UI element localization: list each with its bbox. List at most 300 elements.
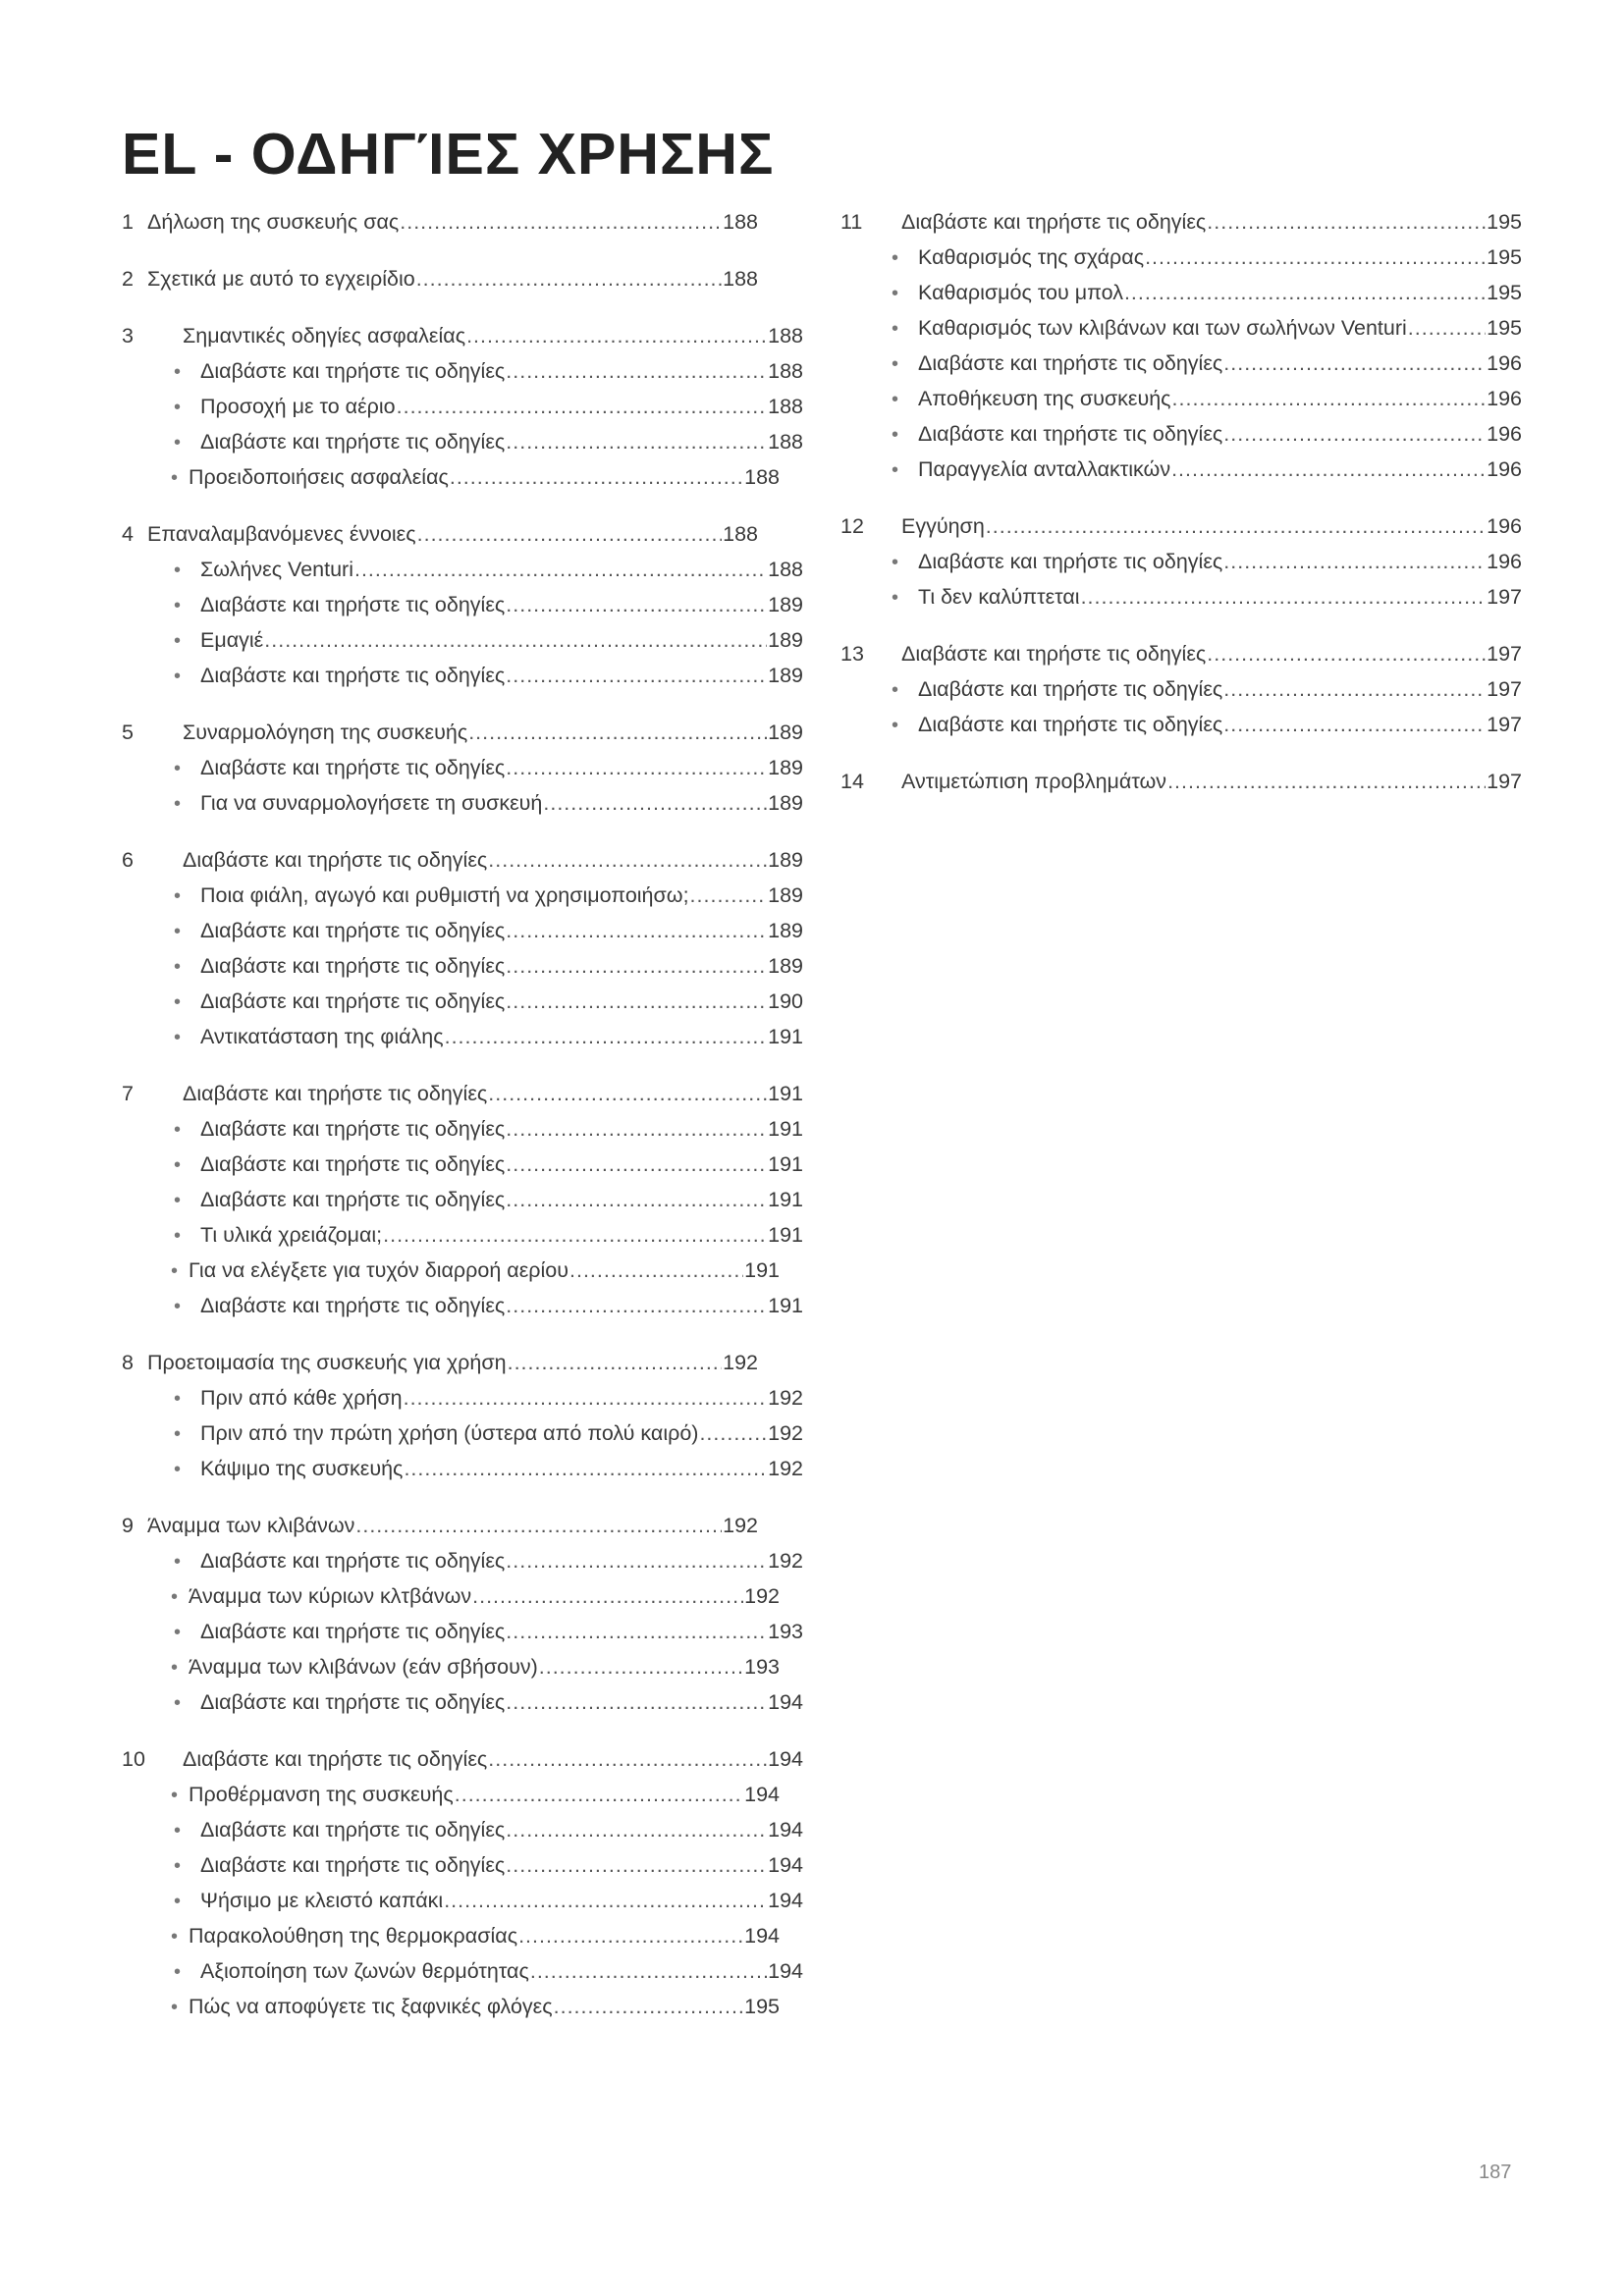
section-number: 11 [840,210,863,234]
bullet-icon: • [892,715,899,736]
dot-leader [264,622,767,658]
dot-leader [383,1217,767,1253]
dot-leader [699,1415,767,1451]
subentry-label: Τι υλικά χρειάζομαι; [200,1223,383,1247]
section-page: 197 [1487,642,1522,666]
dot-leader [472,1578,743,1614]
toc-section [122,261,803,296]
subentry-page: 189 [768,628,803,652]
section-label: Διαβάστε και τηρήστε τις οδηγίες [901,642,1207,666]
toc-section-entry[interactable] [122,1076,803,1111]
bullet-icon: • [174,1296,182,1317]
subentry-label: Σωλήνες Venturi [200,558,353,581]
toc-column-left [122,204,803,2046]
subentry-label: Προειδοποιήσεις ασφαλείας [189,465,449,489]
bullet-icon: • [174,361,182,383]
subentry-label: Πώς να αποφύγετε τις ξαφνικές φλόγες [189,1995,553,2018]
section-number: 7 [122,1082,134,1105]
subentry-label: Καθαρισμός του μπολ [918,281,1123,304]
subentry-label: Διαβάστε και τηρήστε τις οδηγίες [200,430,506,454]
dot-leader [400,204,722,240]
bullet-icon: • [174,1154,182,1176]
section-label: Επαναλαμβανόμενες έννοιες [147,522,416,546]
subentry-page: 192 [768,1457,803,1480]
toc-subentry[interactable] [122,1649,780,1684]
section-label: Αντιμετώπιση προβλημάτων [901,770,1167,793]
dot-leader [506,1147,767,1182]
toc-subentry[interactable] [122,1918,780,1953]
dot-leader [506,984,767,1019]
dot-leader [488,842,767,878]
dot-leader [506,1543,767,1578]
toc-subentry[interactable] [840,544,1522,579]
subentry-page: 189 [768,954,803,978]
section-number: 6 [122,848,134,872]
subentry-label: Διαβάστε και τηρήστε τις οδηγίες [200,1549,506,1573]
toc-section-entry[interactable] [122,1741,803,1777]
dot-leader [445,1019,768,1054]
toc-section [122,516,803,693]
subentry-page: 190 [768,989,803,1013]
toc-section [122,1076,803,1323]
subentry-page: 191 [744,1258,780,1282]
subentry-page: 197 [1487,585,1522,609]
dot-leader [1167,764,1486,799]
bullet-icon: • [171,1997,179,2018]
toc-subentry[interactable] [122,878,803,913]
bullet-icon: • [174,595,182,616]
toc-column-right [840,204,1522,821]
subentry-page: 192 [768,1421,803,1445]
section-page: 194 [768,1747,803,1771]
section-label: Εγγύηση [901,514,985,538]
toc-subentry[interactable] [122,1147,803,1182]
section-number: 8 [122,1351,134,1374]
bullet-icon: • [892,283,899,304]
subentry-page: 191 [768,1223,803,1247]
bullet-icon: • [174,1423,182,1445]
bullet-icon: • [174,432,182,454]
bullet-icon: • [892,389,899,410]
toc-subentry[interactable] [122,1019,803,1054]
subentry-label: Άναμμα των κύριων κλτβάνων [189,1584,472,1608]
toc-subentry[interactable] [122,353,803,389]
subentry-label: Διαβάστε και τηρήστε τις οδηγίες [200,1152,506,1176]
subentry-page: 193 [744,1655,780,1679]
toc-subentry[interactable] [122,1415,803,1451]
subentry-label: Διαβάστε και τηρήστε τις οδηγίες [200,919,506,942]
toc-section-entry[interactable] [122,261,758,296]
bullet-icon: • [174,793,182,815]
subentry-page: 192 [744,1584,780,1608]
dot-leader [444,1883,767,1918]
subentry-label: Προσοχή με το αέριο [200,395,396,418]
dot-leader [986,508,1486,544]
subentry-page: 192 [768,1549,803,1573]
subentry-label: Πριν από κάθε χρήση [200,1386,403,1410]
dot-leader [1207,636,1486,671]
subentry-page: 197 [1487,677,1522,701]
subentry-label: Διαβάστε και τηρήστε τις οδηγίες [200,593,506,616]
section-number: 3 [122,324,134,347]
subentry-label: Διαβάστε και τηρήστε τις οδηγίες [200,664,506,687]
section-number: 5 [122,721,134,744]
toc-subentry[interactable] [122,1380,803,1415]
subentry-label: Τι δεν καλύπτεται [918,585,1080,609]
toc-subentry[interactable] [122,1217,803,1253]
toc-subentry[interactable] [122,1777,780,1812]
section-label: Άναμμα των κλιβάνων [147,1514,355,1537]
toc-subentry[interactable] [122,785,803,821]
toc-subentry[interactable] [122,622,803,658]
section-page: 188 [723,522,758,546]
dot-leader [539,1649,743,1684]
subentry-label: Αντικατάσταση της φιάλης [200,1025,444,1048]
bullet-icon: • [174,1855,182,1877]
dot-leader [468,715,767,750]
bullet-icon: • [892,318,899,340]
toc-subentry[interactable] [122,389,803,424]
toc-subentry[interactable] [840,275,1522,310]
subentry-label: Διαβάστε και τηρήστε τις οδηγίες [918,351,1223,375]
section-number: 4 [122,522,134,546]
toc-section [122,204,803,240]
toc-section-entry[interactable] [122,516,758,552]
bullet-icon: • [892,552,899,573]
dot-leader [397,389,768,424]
bullet-icon: • [892,424,899,446]
subentry-label: Διαβάστε και τηρήστε τις οδηγίες [200,954,506,978]
toc-subentry[interactable] [122,587,803,622]
subentry-label: Διαβάστε και τηρήστε τις οδηγίες [200,756,506,779]
bullet-icon: • [174,1225,182,1247]
toc-subentry[interactable] [122,1182,803,1217]
subentry-label: Καθαρισμός των κλιβάνων και των σωλήνων Venturi [918,316,1407,340]
toc-section [840,636,1522,742]
section-page: 188 [723,267,758,291]
subentry-label: Διαβάστε και τηρήστε τις οδηγίες [200,1188,506,1211]
dot-leader [690,878,768,913]
subentry-label: Διαβάστε και τηρήστε τις οδηγίες [918,550,1223,573]
bullet-icon: • [174,1961,182,1983]
bullet-icon: • [174,1119,182,1141]
subentry-page: 194 [768,1853,803,1877]
subentry-page: 196 [1487,422,1522,446]
dot-leader [404,1451,767,1486]
dot-leader [1408,310,1486,346]
section-page: 189 [768,721,803,744]
dot-leader [417,516,722,552]
bullet-icon: • [171,1586,179,1608]
subentry-page: 188 [768,359,803,383]
dot-leader [506,1812,767,1847]
subentry-page: 197 [1487,713,1522,736]
subentry-label: Για να συναρμολογήσετε τη συσκευή [200,791,543,815]
bullet-icon: • [174,921,182,942]
section-number: 2 [122,267,134,291]
subentry-page: 194 [768,1690,803,1714]
section-number: 9 [122,1514,134,1537]
bullet-icon: • [171,1926,179,1948]
section-label: Διαβάστε και τηρήστε τις οδηγίες [183,1747,488,1771]
toc-subentry[interactable] [840,416,1522,452]
bullet-icon: • [174,885,182,907]
subentry-page: 191 [768,1152,803,1176]
section-number: 13 [840,642,864,666]
toc-subentry[interactable] [122,750,803,785]
toc-subentry[interactable] [840,310,1522,346]
toc-subentry[interactable] [122,552,803,587]
toc-subentry[interactable] [122,1543,803,1578]
subentry-page: 196 [1487,387,1522,410]
dot-leader [506,658,767,693]
subentry-label: Ψήσιμο με κλειστό καπάκι [200,1889,444,1912]
subentry-label: Άναμμα των κλιβάνων (εάν σβήσουν) [189,1655,538,1679]
subentry-page: 194 [768,1889,803,1912]
section-page: 192 [723,1514,758,1537]
toc-subentry[interactable] [122,459,780,495]
dot-leader [416,261,722,296]
toc-section [122,318,803,495]
dot-leader [1223,346,1486,381]
dot-leader [506,1614,767,1649]
toc-section [840,764,1522,799]
bullet-icon: • [174,1820,182,1842]
toc-section [840,508,1522,614]
dot-leader [506,1182,767,1217]
subentry-page: 194 [768,1818,803,1842]
subentry-page: 189 [768,593,803,616]
dot-leader [506,353,767,389]
bullet-icon: • [174,758,182,779]
subentry-label: Προθέρμανση της συσκευής [189,1783,454,1806]
subentry-page: 194 [744,1924,780,1948]
dot-leader [450,459,743,495]
toc-section-entry[interactable] [122,715,803,750]
dot-leader [508,1345,723,1380]
section-number: 10 [122,1747,145,1771]
subentry-page: 195 [1487,316,1522,340]
subentry-label: Διαβάστε και τηρήστε τις οδηγίες [918,422,1223,446]
toc-section [122,1741,803,2024]
toc-section-entry[interactable] [122,204,758,240]
subentry-page: 196 [1487,457,1522,481]
toc-subentry[interactable] [122,1578,780,1614]
section-page: 189 [768,848,803,872]
section-page: 188 [723,210,758,234]
dot-leader [518,1918,743,1953]
toc-section-entry[interactable] [840,204,1522,240]
toc-section [840,204,1522,487]
bullet-icon: • [174,560,182,581]
subentry-page: 188 [768,558,803,581]
bullet-icon: • [174,666,182,687]
toc-subentry[interactable] [122,1989,780,2024]
toc-subentry[interactable] [122,424,803,459]
toc-subentry[interactable] [122,913,803,948]
bullet-icon: • [892,587,899,609]
toc-section [122,715,803,821]
dot-leader [1171,452,1486,487]
section-label: Σημαντικές οδηγίες ασφαλείας [183,324,466,347]
dot-leader [506,1288,767,1323]
bullet-icon: • [174,1388,182,1410]
toc-subentry[interactable] [122,1288,803,1323]
toc-subentry[interactable] [840,707,1522,742]
toc-section-entry[interactable] [122,1508,758,1543]
subentry-page: 196 [1487,550,1522,573]
subentry-label: Διαβάστε και τηρήστε τις οδηγίες [200,1117,506,1141]
dot-leader [354,552,767,587]
section-label: Διαβάστε και τηρήστε τις οδηγίες [901,210,1207,234]
dot-leader [569,1253,743,1288]
toc-subentry[interactable] [122,1812,803,1847]
bullet-icon: • [174,397,182,418]
subentry-page: 188 [768,430,803,454]
toc-subentry[interactable] [840,346,1522,381]
subentry-label: Διαβάστε και τηρήστε τις οδηγίες [200,989,506,1013]
dot-leader [506,750,767,785]
dot-leader [488,1076,767,1111]
subentry-label: Παραγγελία ανταλλακτικών [918,457,1171,481]
toc-subentry[interactable] [122,1614,803,1649]
dot-leader [1172,381,1487,416]
bullet-icon: • [892,247,899,269]
dot-leader [506,1684,767,1720]
section-number: 1 [122,210,134,234]
toc-subentry[interactable] [122,1451,803,1486]
bullet-icon: • [174,1459,182,1480]
dot-leader [1223,671,1486,707]
toc-subentry[interactable] [122,658,803,693]
subentry-page: 191 [768,1294,803,1317]
subentry-page: 189 [768,883,803,907]
bullet-icon: • [892,679,899,701]
toc-subentry[interactable] [840,579,1522,614]
section-label: Διαβάστε και τηρήστε τις οδηγίες [183,848,488,872]
bullet-icon: • [171,467,179,489]
subentry-page: 189 [768,791,803,815]
section-page: 196 [1487,514,1522,538]
dot-leader [355,1508,722,1543]
subentry-label: Διαβάστε και τηρήστε τις οδηγίες [200,1818,506,1842]
toc-subentry[interactable] [122,1883,803,1918]
subentry-label: Διαβάστε και τηρήστε τις οδηγίες [200,359,506,383]
subentry-label: Εμαγιέ [200,628,264,652]
subentry-page: 196 [1487,351,1522,375]
subentry-page: 195 [744,1995,780,2018]
dot-leader [1223,544,1486,579]
toc-section-entry[interactable] [122,842,803,878]
dot-leader [506,587,767,622]
section-page: 188 [768,324,803,347]
toc-subentry[interactable] [122,1253,780,1288]
section-page: 191 [768,1082,803,1105]
subentry-label: Αποθήκευση της συσκευής [918,387,1171,410]
subentry-page: 194 [768,1959,803,1983]
dot-leader [530,1953,767,1989]
bullet-icon: • [174,1891,182,1912]
section-page: 192 [723,1351,758,1374]
subentry-label: Διαβάστε και τηρήστε τις οδηγίες [200,1294,506,1317]
toc-subentry[interactable] [840,671,1522,707]
subentry-page: 191 [768,1117,803,1141]
dot-leader [1145,240,1486,275]
dot-leader [1223,707,1486,742]
subentry-page: 188 [744,465,780,489]
bullet-icon: • [174,1622,182,1643]
dot-leader [506,1111,767,1147]
toc-subentry[interactable] [122,1684,803,1720]
bullet-icon: • [174,1190,182,1211]
toc-section-entry[interactable] [840,636,1522,671]
subentry-label: Ποια φιάλη, αγωγό και ρυθμιστή να χρησιμοποιήσω; [200,883,689,907]
toc-section-entry[interactable] [840,508,1522,544]
section-label: Συναρμολόγηση της συσκευής [183,721,468,744]
subentry-label: Για να ελέγξετε για τυχόν διαρροή αερίου [189,1258,569,1282]
toc-subentry[interactable] [122,1847,803,1883]
toc-subentry[interactable] [122,1953,803,1989]
dot-leader [1081,579,1487,614]
dot-leader [554,1989,743,2024]
dot-leader [455,1777,743,1812]
subentry-label: Αξιοποίηση των ζωνών θερμότητας [200,1959,529,1983]
toc-subentry[interactable] [122,948,803,984]
section-label: Προετοιμασία της συσκευής για χρήση [147,1351,507,1374]
subentry-page: 189 [768,664,803,687]
dot-leader [506,948,767,984]
subentry-page: 191 [768,1188,803,1211]
bullet-icon: • [174,630,182,652]
subentry-page: 188 [768,395,803,418]
subentry-label: Διαβάστε και τηρήστε τις οδηγίες [200,1690,506,1714]
bullet-icon: • [171,1785,179,1806]
page-title: EL - ΟΔΗΓΊΕΣ ΧΡΗΣΗΣ [122,122,775,187]
subentry-label: Διαβάστε και τηρήστε τις οδηγίες [918,713,1223,736]
subentry-page: 195 [1487,281,1522,304]
subentry-page: 189 [768,756,803,779]
dot-leader [1207,204,1486,240]
toc-subentry[interactable] [840,452,1522,487]
bullet-icon: • [174,1551,182,1573]
toc-subentry[interactable] [840,381,1522,416]
dot-leader [1223,416,1486,452]
dot-leader [506,1847,767,1883]
subentry-label: Διαβάστε και τηρήστε τις οδηγίες [918,677,1223,701]
subentry-page: 195 [1487,245,1522,269]
bullet-icon: • [174,1027,182,1048]
toc-section [122,842,803,1054]
toc-subentry[interactable] [840,240,1522,275]
toc-section-entry[interactable] [122,1345,758,1380]
bullet-icon: • [174,956,182,978]
toc-section-entry[interactable] [840,764,1522,799]
toc-section [122,1508,803,1720]
toc-section-entry[interactable] [122,318,803,353]
dot-leader [506,424,767,459]
dot-leader [488,1741,767,1777]
subentry-label: Πριν από την πρώτη χρήση (ύστερα από πολύ καιρό) [200,1421,699,1445]
subentry-page: 193 [768,1620,803,1643]
toc-subentry[interactable] [122,984,803,1019]
toc-subentry[interactable] [122,1111,803,1147]
subentry-page: 191 [768,1025,803,1048]
bullet-icon: • [892,459,899,481]
bullet-icon: • [174,991,182,1013]
section-label: Διαβάστε και τηρήστε τις οδηγίες [183,1082,488,1105]
section-label: Σχετικά με αυτό το εγχειρίδιο [147,267,415,291]
section-page: 195 [1487,210,1522,234]
